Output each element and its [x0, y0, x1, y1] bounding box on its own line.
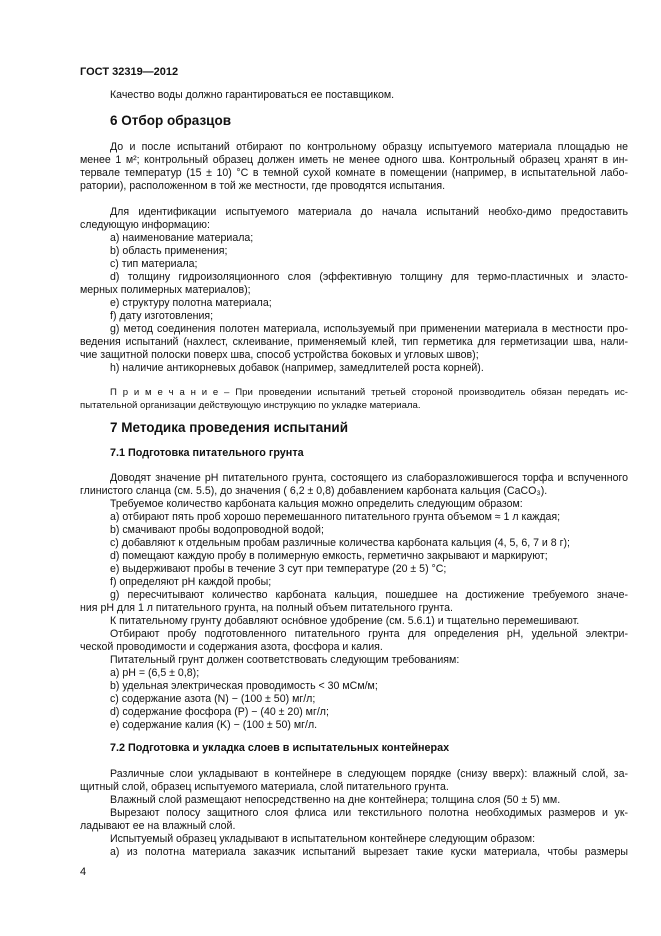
- paragraph-line: следующую информацию:: [80, 219, 210, 231]
- paragraph-line: глинистого сланца (см. 5.5), до значения ( 6,2 ± 0,8) добавлением карбоната кальция (CaCO₃).: [80, 485, 548, 497]
- list-item: b) удельная электрическая проводимость < 30 мСм/м;: [110, 680, 378, 692]
- list-item: d) содержание фосфора (P) − (40 ± 20) мг/л;: [110, 706, 329, 718]
- list-item: c) тип материала;: [110, 258, 198, 270]
- list-item: a) отбирают пять проб хорошо перемешанного питательного грунта объемом ≈ 1 л каждая;: [110, 511, 561, 523]
- paragraph-line: Различные слои укладывают в контейнере в следующем порядке (снизу вверх): влажный слой, за-: [110, 768, 628, 780]
- paragraph-line: Испытуемый образец укладывают в испытательном контейнере следующим образом:: [110, 833, 536, 845]
- list-item: ния pH для 1 л питательного грунта, на полный объем питательного грунта.: [80, 602, 453, 614]
- list-item: d) помещают каждую пробу в полимерную емкость, герметично закрывают и маркируют;: [110, 550, 548, 562]
- list-item: а) из полотна материала заказчик испытаний вырезает такие куски материала, чтобы размеры: [110, 846, 628, 858]
- list-item: g) метод соединения полотен материала, используемый при применении материала в местности про-: [110, 323, 628, 335]
- paragraph-line: менее 1 м²; контрольный образец должен иметь не менее одного шва. Контрольный образец хранят в ин-: [80, 154, 628, 166]
- list-item: e) содержание калия (K) − (100 ± 50) мг/л.: [110, 719, 318, 731]
- section-heading: 7 Методика проведения испытаний: [110, 420, 349, 435]
- note-line: П р и м е ч а н и е – При проведении испытаний третьей стороной производитель обязан передать ис-: [110, 387, 628, 398]
- paragraph-line: ладывают ее на влажный слой.: [80, 820, 236, 832]
- paragraph-line: Качество воды должно гарантироваться ее поставщиком.: [110, 89, 395, 101]
- list-item: c) содержание азота (N) − (100 ± 50) мг/л;: [110, 693, 316, 705]
- list-item: a) наименование материала;: [110, 232, 254, 244]
- list-item: e) выдерживают пробы в течение 3 сут при температуре (20 ± 5) °С;: [110, 563, 447, 575]
- list-item: b) смачивают пробы водопроводной водой;: [110, 524, 324, 536]
- note-line: пытательной организации действующую инструкцию по укладке материала.: [80, 400, 421, 411]
- paragraph-line: Питательный грунт должен соответствовать следующим требованиям:: [110, 654, 460, 666]
- paragraph-line: Влажный слой размещают непосредственно на дне контейнера; толщина слоя (50 ± 5) мм.: [110, 794, 561, 806]
- list-item: чие защитной полоски поверх шва, способ устройства боковых и угловых швов);: [80, 349, 479, 361]
- list-item: e) структуру полотна материала;: [110, 297, 272, 309]
- list-item: h) наличие антикорневых добавок (например, замедлителей роста корней).: [110, 362, 484, 374]
- section-heading: 6 Отбор образцов: [110, 113, 232, 128]
- document-header: ГОСТ 32319—2012: [80, 66, 179, 78]
- paragraph-line: ратории), расположенном в той же местности, где проводятся испытания.: [80, 180, 446, 192]
- list-item: b) область применения;: [110, 245, 228, 257]
- paragraph-line: Вырезают полосу защитного слоя флиса или текстильного полотна необходимых размеров и ук-: [110, 807, 628, 819]
- list-item: g) пересчитывают количество карбоната кальция, пошедшее на достижение требуемого значе-: [110, 589, 628, 601]
- paragraph-line: тервале температур (15 ± 10) °С в темной сухой комнате в помещении (например, в испытательной лабо-: [80, 167, 628, 179]
- subsection-heading: 7.1 Подготовка питательного грунта: [110, 447, 304, 459]
- list-item: f) дату изготовления;: [110, 310, 214, 322]
- paragraph-line: К питательному грунту добавляют оснóвное удобрение (см. 5.6.1) и тщательно перемешивают.: [110, 615, 580, 627]
- list-item: f) определяют pH каждой пробы;: [110, 576, 272, 588]
- list-item: ведения испытаний (нахлест, склеивание, применяемый клей, тип герметика для герметизации шва, нали-: [80, 336, 628, 348]
- paragraph-line: Требуемое количество карбоната кальция можно определить следующим образом:: [110, 498, 523, 510]
- list-item: c) добавляют к отдельным пробам различные количества карбоната кальция (4, 5, 6, 7 и 8 г);: [110, 537, 570, 549]
- paragraph-line: До и после испытаний отбирают по контрольному образцу испытуемого материала площадью не: [110, 141, 628, 153]
- paragraph-line: Доводят значение pH питательного грунта, состоящего из слаборазложившегося торфа и вспученного: [110, 472, 628, 484]
- page-number: 4: [80, 866, 87, 878]
- list-item: a) pH = (6,5 ± 0,8);: [110, 667, 200, 679]
- paragraph-line: Отбирают пробу подготовленного питательного грунта для определения pH, удельной электри-: [110, 628, 628, 640]
- paragraph-line: щитный слой, образец испытуемого материала, слой питательного грунта.: [80, 781, 449, 793]
- subsection-heading: 7.2 Подготовка и укладка слоев в испытательных контейнерах: [110, 742, 450, 754]
- paragraph-line: Для идентификации испытуемого материала до начала испытаний необхо-димо предоставить: [110, 206, 628, 218]
- list-item: мерных полимерных материалов);: [80, 284, 251, 296]
- list-item: d) толщину гидроизоляционного слоя (эффективную толщину для термо-пластичных и эласто-: [110, 271, 628, 283]
- paragraph-line: ческой проводимости и содержания азота, фосфора и калия.: [80, 641, 383, 653]
